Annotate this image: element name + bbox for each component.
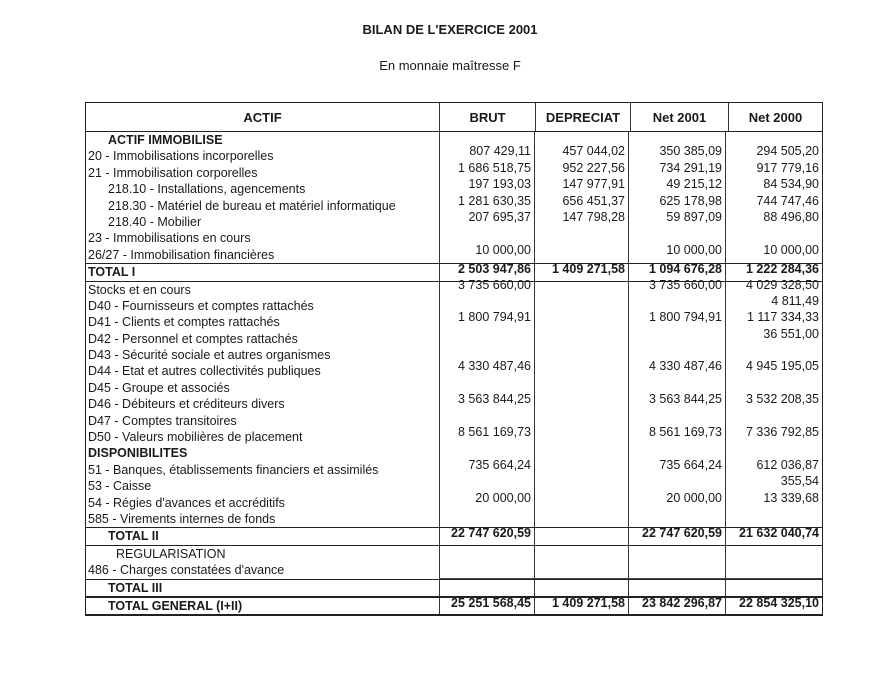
- cell-net-2001: [628, 546, 725, 562]
- cell-depreciat: [534, 298, 628, 314]
- table-row: [86, 326, 822, 347]
- cell-value: 20 000,00: [475, 490, 531, 505]
- row-label: 51 - Banques, établissements financiers et assimilés: [88, 462, 379, 477]
- row-label: 218.10 - Installations, agencements: [108, 182, 306, 197]
- cell-net-2000: [725, 546, 822, 562]
- row-label: D40 - Fournisseurs et comptes rattachés: [88, 298, 314, 313]
- row-label: D44 - Etat et autres collectivités publiques: [88, 364, 321, 379]
- cell-depreciat: [534, 209, 628, 230]
- cell-value: 1 094 676,28: [649, 262, 722, 277]
- cell-value: 457 044,02: [562, 144, 625, 159]
- cell-value: 88 496,80: [763, 209, 819, 224]
- cell-depreciat: [534, 282, 628, 298]
- header-net-2001: Net 2001: [630, 103, 728, 131]
- cell-depreciat: [534, 562, 628, 578]
- cell-depreciat: [534, 314, 628, 330]
- cell-value: 1 281 630,35: [458, 193, 531, 208]
- cell-value: 22 747 620,59: [451, 526, 531, 541]
- cell-value: 1 800 794,91: [458, 310, 531, 325]
- document-title: BILAN DE L'EXERCICE 2001: [362, 22, 538, 37]
- cell-value: 22 854 325,10: [739, 595, 819, 610]
- cell-net-2001: [628, 580, 725, 596]
- cell-value: 2 503 947,86: [458, 262, 531, 277]
- cell-depreciat: [534, 413, 628, 429]
- cell-value: 23 842 296,87: [642, 595, 722, 610]
- cell-brut: [439, 511, 534, 527]
- row-label: D41 - Clients et comptes rattachés: [88, 315, 280, 330]
- cell-brut: [439, 580, 534, 596]
- table-row: [86, 546, 822, 562]
- cell-net-2000: [725, 359, 822, 379]
- cell-value: 4 330 487,46: [458, 359, 531, 374]
- table-row: [86, 310, 822, 330]
- cell-net-2001: [628, 528, 725, 544]
- header-brut: BRUT: [439, 103, 535, 131]
- row-label: 486 - Charges constatées d'avance: [88, 563, 285, 578]
- cell-value: 952 227,56: [562, 160, 625, 175]
- cell-value: 1 800 794,91: [649, 310, 722, 325]
- cell-value: 3 563 844,25: [649, 392, 722, 407]
- row-label: TOTAL I: [88, 265, 136, 280]
- cell-value: 22 747 620,59: [642, 526, 722, 541]
- cell-value: 294 505,20: [756, 144, 819, 159]
- table-row: [86, 242, 822, 263]
- cell-brut: [439, 242, 534, 263]
- cell-value: 13 339,68: [763, 490, 819, 505]
- row-label: D50 - Valeurs mobilières de placement: [88, 430, 303, 445]
- cell-net-2001: [628, 392, 725, 412]
- row-label: 53 - Caisse: [88, 479, 152, 494]
- cell-depreciat: [534, 396, 628, 412]
- cell-net-2001: [628, 490, 725, 511]
- cell-value: 10 000,00: [666, 242, 722, 257]
- cell-net-2000: [725, 490, 822, 511]
- cell-value: 1 409 271,58: [552, 595, 625, 610]
- cell-value: 3 532 208,35: [746, 392, 819, 407]
- row-label: REGULARISATION: [116, 546, 226, 561]
- cell-net-2000: [725, 528, 822, 544]
- header-actif: ACTIF: [243, 109, 282, 125]
- row-label: Stocks et en cours: [88, 282, 191, 297]
- cell-value: 10 000,00: [763, 242, 819, 257]
- cell-value: 734 291,19: [659, 160, 722, 175]
- cell-depreciat: [534, 495, 628, 511]
- cell-depreciat: [534, 429, 628, 445]
- cell-value: 3 735 660,00: [649, 277, 722, 292]
- table-header: [86, 103, 822, 132]
- row-label: 218.30 - Matériel de bureau et matériel informatique: [108, 198, 396, 213]
- cell-depreciat: [534, 546, 628, 562]
- cell-brut: [439, 331, 534, 347]
- table-row: [86, 527, 822, 545]
- cell-value: 1 117 334,33: [746, 310, 819, 325]
- cell-net-2001: [628, 310, 725, 330]
- header-net-2000: Net 2000: [728, 103, 822, 131]
- cell-depreciat: [534, 264, 628, 280]
- cell-brut: [439, 562, 534, 578]
- row-label: D42 - Personnel et comptes rattachés: [88, 331, 298, 346]
- cell-depreciat: [534, 363, 628, 379]
- cell-value: 7 336 792,85: [746, 425, 819, 440]
- cell-brut: [439, 425, 534, 445]
- balance-sheet-table: [85, 102, 823, 616]
- cell-value: 4 029 328,50: [746, 277, 819, 292]
- cell-value: 735 664,24: [659, 457, 722, 472]
- cell-value: 735 664,24: [468, 457, 531, 472]
- cell-value: 25 251 568,45: [451, 595, 531, 610]
- cell-brut: [439, 490, 534, 511]
- cell-value: 4 945 195,05: [746, 359, 819, 374]
- row-label: 54 - Régies d'avances et accréditifs: [88, 495, 285, 510]
- cell-net-2000: [725, 392, 822, 412]
- cell-value: 147 798,28: [562, 209, 625, 224]
- header-depreciat: DEPRECIAT: [535, 103, 630, 131]
- cell-brut: [439, 457, 534, 478]
- cell-brut: [439, 310, 534, 330]
- cell-value: 4 330 487,46: [649, 359, 722, 374]
- row-label: 21 - Immobilisation corporelles: [88, 165, 258, 180]
- cell-value: 807 429,11: [469, 144, 531, 159]
- table-body: [86, 132, 822, 615]
- cell-value: 8 561 169,73: [458, 425, 531, 440]
- row-label: 20 - Immobilisations incorporelles: [88, 149, 274, 164]
- cell-net-2001: [628, 595, 725, 614]
- cell-net-2001: [628, 242, 725, 263]
- row-label: 218.40 - Mobilier: [108, 214, 202, 229]
- cell-value: 3 563 844,25: [458, 392, 531, 407]
- cell-net-2001: [628, 425, 725, 445]
- cell-value: 147 977,91: [562, 177, 625, 192]
- cell-value: 1 222 284,36: [746, 262, 819, 277]
- cell-value: 21 632 040,74: [739, 526, 819, 541]
- cell-brut: [439, 277, 534, 298]
- cell-value: 10 000,00: [475, 242, 531, 257]
- cell-net-2001: [628, 511, 725, 527]
- cell-net-2001: [628, 359, 725, 379]
- cell-value: 612 036,87: [756, 457, 819, 472]
- cell-depreciat: [534, 380, 628, 396]
- row-label: TOTAL III: [108, 580, 163, 595]
- row-label: D47 - Comptes transitoires: [88, 413, 237, 428]
- cell-net-2001: [628, 562, 725, 578]
- cell-depreciat: [534, 478, 628, 494]
- cell-depreciat: [534, 528, 628, 544]
- cell-net-2001: [628, 209, 725, 230]
- cell-net-2000: [725, 511, 822, 527]
- cell-depreciat: [534, 511, 628, 527]
- table-row: [86, 457, 822, 478]
- row-label: ACTIF IMMOBILISE: [108, 133, 223, 147]
- table-row: [86, 490, 822, 511]
- row-label: 23 - Immobilisations en cours: [88, 231, 251, 246]
- row-label: 26/27 - Immobilisation financières: [88, 247, 275, 262]
- cell-net-2000: [725, 580, 822, 596]
- table-row: [86, 562, 822, 578]
- cell-net-2001: [628, 277, 725, 298]
- cell-value: 917 779,16: [756, 160, 819, 175]
- cell-brut: [439, 528, 534, 544]
- cell-value: 355,54: [780, 474, 819, 489]
- cell-depreciat: [534, 445, 628, 461]
- table-row: [86, 597, 822, 615]
- document-subtitle: En monnaie maîtresse F: [379, 58, 521, 73]
- cell-net-2000: [725, 595, 822, 614]
- table-row: [86, 392, 822, 412]
- table-row: [86, 209, 822, 230]
- cell-value: 3 735 660,00: [458, 277, 531, 292]
- cell-brut: [439, 359, 534, 379]
- cell-brut: [439, 392, 534, 412]
- cell-net-2000: [725, 209, 822, 230]
- cell-depreciat: [534, 230, 628, 246]
- cell-depreciat: [534, 462, 628, 478]
- cell-value: 59 897,09: [666, 209, 722, 224]
- table-row: [86, 359, 822, 379]
- cell-net-2000: [725, 326, 822, 347]
- cell-value: 207 695,37: [468, 209, 531, 224]
- cell-brut: [439, 546, 534, 562]
- cell-brut: [439, 209, 534, 230]
- cell-depreciat: [534, 580, 628, 596]
- row-label: D43 - Sécurité sociale et autres organismes: [88, 348, 331, 363]
- cell-net-2001: [628, 331, 725, 347]
- row-label: DISPONIBILITES: [88, 446, 188, 461]
- cell-depreciat: [534, 595, 628, 614]
- cell-value: 20 000,00: [666, 490, 722, 505]
- cell-value: 656 451,37: [562, 193, 625, 208]
- cell-value: 1 409 271,58: [552, 262, 625, 277]
- row-label: TOTAL GENERAL (I+II): [108, 598, 243, 613]
- cell-depreciat: [534, 331, 628, 347]
- table-row: [86, 511, 822, 527]
- cell-net-2001: [628, 457, 725, 478]
- cell-value: 49 215,12: [666, 177, 722, 192]
- cell-value: 197 193,03: [468, 177, 531, 192]
- cell-value: 8 561 169,73: [649, 425, 722, 440]
- table-row: [86, 277, 822, 298]
- cell-value: 84 534,90: [763, 177, 819, 192]
- table-row: [86, 425, 822, 445]
- cell-depreciat: [534, 347, 628, 363]
- cell-value: 625 178,98: [659, 193, 722, 208]
- cell-depreciat: [534, 247, 628, 263]
- cell-net-2000: [725, 242, 822, 263]
- row-label: D46 - Débiteurs et créditeurs divers: [88, 397, 285, 412]
- cell-value: 744 747,46: [756, 193, 819, 208]
- row-label: D45 - Groupe et associés: [88, 380, 230, 395]
- cell-value: 350 385,09: [659, 144, 722, 159]
- cell-value: 36 551,00: [763, 326, 819, 341]
- cell-value: 4 811,49: [771, 293, 819, 308]
- table-row: [86, 579, 822, 597]
- cell-net-2000: [725, 562, 822, 578]
- cell-value: 1 686 518,75: [458, 160, 531, 175]
- row-label: TOTAL II: [108, 529, 159, 544]
- row-label: 585 - Virements internes de fonds: [88, 511, 276, 526]
- cell-brut: [439, 595, 534, 614]
- cell-net-2000: [725, 425, 822, 445]
